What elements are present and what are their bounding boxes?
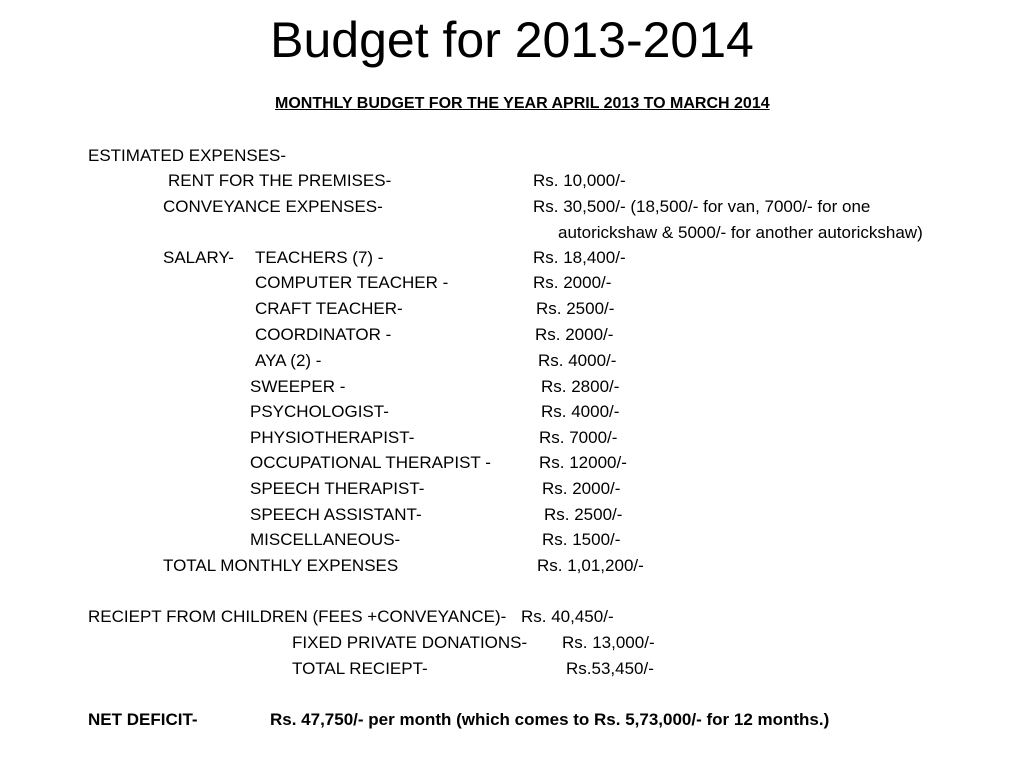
salary-item-amount: Rs. 2500/- [536,299,615,318]
salary-item-amount: Rs. 4000/- [541,402,620,421]
salary-item-label: MISCELLANEOUS- [250,530,401,549]
salary-item-amount: Rs. 2800/- [541,377,620,396]
salary-item-label: SPEECH THERAPIST- [250,479,425,498]
salary-label: SALARY- [163,248,234,267]
total-expenses-amount: Rs. 1,01,200/- [537,556,644,575]
page-title: Budget for 2013-2014 [270,12,754,68]
salary-item-label: COORDINATOR - [255,325,392,344]
salary-item-amount: Rs. 12000/- [539,453,627,472]
receipt-donations-amount: Rs. 13,000/- [562,633,655,652]
salary-item-amount: Rs. 7000/- [539,428,618,447]
salary-item-amount: Rs. 1500/- [542,530,621,549]
receipt-children-label: RECIEPT FROM CHILDREN (FEES +CONVEYANCE)- [88,607,507,626]
page-subtitle: MONTHLY BUDGET FOR THE YEAR APRIL 2013 TO MARCH 2014 [275,95,770,112]
rent-label: RENT FOR THE PREMISES- [168,171,392,190]
salary-item-amount: Rs. 2000/- [535,325,614,344]
receipt-children-amount: Rs. 40,450/- [521,607,614,626]
conveyance-amount: Rs. 30,500/- (18,500/- for van, 7000/- for one [533,197,871,216]
salary-item-amount: Rs. 2500/- [544,505,623,524]
salary-item-label: PHYSIOTHERAPIST- [250,428,415,447]
receipt-donations-label: FIXED PRIVATE DONATIONS- [292,633,528,652]
salary-item-label: AYA (2) - [255,351,322,370]
salary-item-label: SWEEPER - [250,377,346,396]
salary-item-label: SPEECH ASSISTANT- [250,505,422,524]
rent-amount: Rs. 10,000/- [533,171,626,190]
salary-item-amount: Rs. 2000/- [542,479,621,498]
total-expenses-label: TOTAL MONTHLY EXPENSES [163,556,399,575]
conveyance-amount-cont: autorickshaw & 5000/- for another autorickshaw) [558,223,923,242]
expenses-heading: ESTIMATED EXPENSES- [88,146,287,165]
net-deficit-label: NET DEFICIT- [88,710,198,729]
salary-item-label: COMPUTER TEACHER - [255,273,449,292]
salary-item-amount: Rs. 2000/- [533,273,612,292]
receipt-total-label: TOTAL RECIEPT- [292,659,428,678]
salary-item-label: PSYCHOLOGIST- [250,402,389,421]
salary-item-label: OCCUPATIONAL THERAPIST - [250,453,491,472]
salary-item-label: TEACHERS (7) - [255,248,384,267]
conveyance-label: CONVEYANCE EXPENSES- [163,197,383,216]
salary-item-amount: Rs. 4000/- [538,351,617,370]
salary-item-amount: Rs. 18,400/- [533,248,626,267]
net-deficit-amount: Rs. 47,750/- per month (which comes to Rs. 5,73,000/- for 12 months.) [270,710,830,729]
salary-item-label: CRAFT TEACHER- [255,299,403,318]
receipt-total-amount: Rs.53,450/- [566,659,654,678]
